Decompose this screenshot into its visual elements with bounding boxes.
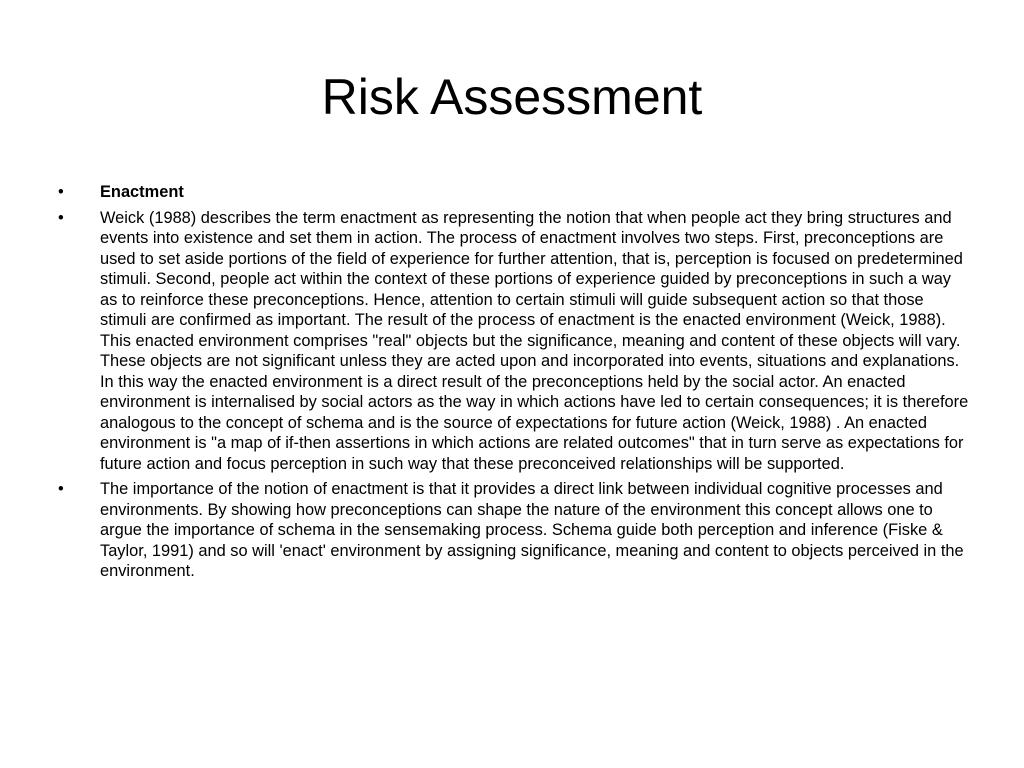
- bullet-item-heading: [56, 182, 972, 203]
- slide-title: Risk Assessment: [321, 69, 703, 125]
- bullet-list: [56, 182, 972, 587]
- bullet-text: Weick (1988) describes the term enactment as representing the notion that when people act they bring structures and events into existence and set them in action. The process of enactment involves two steps. First, preconceptions are used to set aside portions of the field of experience for further attention, that is, perception is focused on predetermined stimuli. Second, people act within the context of these portions of experience guided by preconceptions in such a way as to reinforce these preconceptions. Hence, attention to certain stimuli will guide subsequent action so that those stimuli are confirmed as important. The result of the process of enactment is the enacted environment (Weick, 1988). This enacted environment comprises "real" objects but the significance, meaning and content of these objects will vary. These objects are not significant unless they are acted upon and incorporated into events, situations and explanations. In this way the enacted environment is a direct result of the preconceptions held by the social actor. An enacted environment is internalised by social actors as the way in which actions have led to certain consequences; it is therefore analogous to the concept of schema and is the source of expectations for future action (Weick, 1988) . An enacted environment is "a map of if-then assertions in which actions are related outcomes" that in turn serve as expectations for future action and focus perception in such way that these preconceived relationships will be supported.: [100, 208, 969, 473]
- bullet-icon: •: [58, 208, 64, 227]
- bullet-item-definition: [56, 208, 972, 475]
- bullet-text: Enactment: [100, 183, 184, 201]
- bullet-item-importance: [56, 479, 972, 582]
- bullet-text: The importance of the notion of enactment is that it provides a direct link between individual cognitive processes and environments. By showing how preconceptions can shape the nature of the environment this concept allows one to argue the importance of schema in the sensemaking process. Schema guide both perception and inference (Fiske & Taylor, 1991) and so will 'enact' environment by assigning significance, meaning and content to objects perceived in the environment.: [100, 480, 964, 580]
- bullet-icon: •: [58, 183, 64, 201]
- bullet-icon: •: [58, 480, 64, 498]
